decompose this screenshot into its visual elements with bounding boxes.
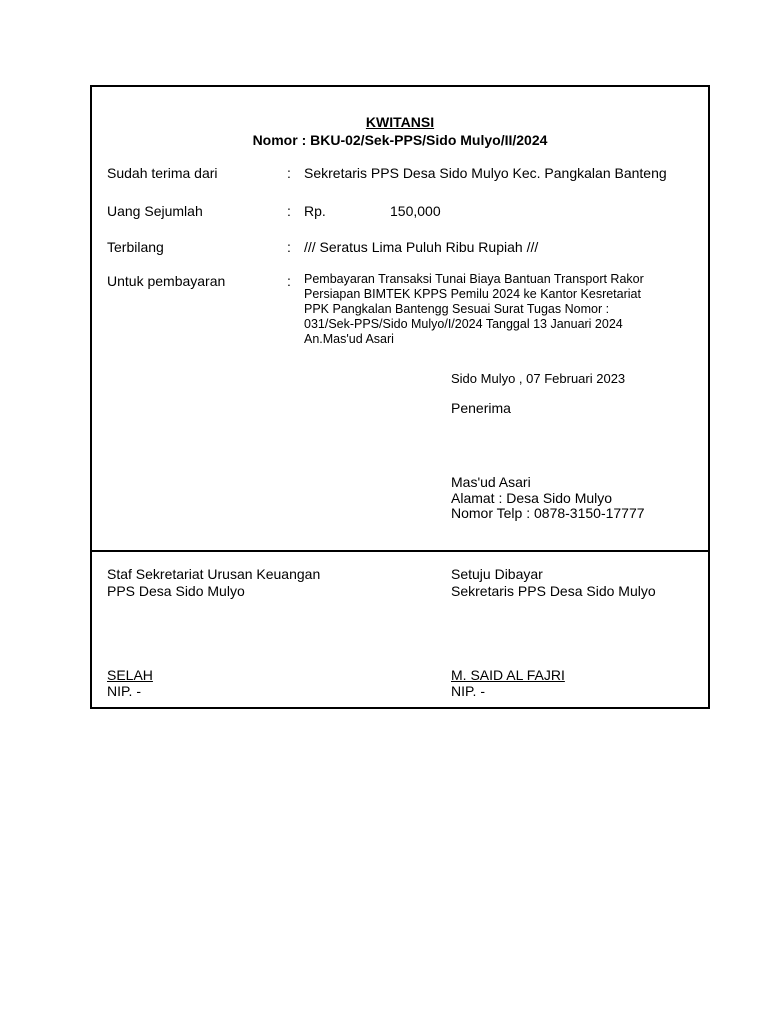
recipient-heading: Penerima xyxy=(451,400,511,416)
signatory-role: Setuju Dibayar xyxy=(451,566,543,582)
recipient-address: Alamat : Desa Sido Mulyo xyxy=(451,489,613,506)
received-from-value: Sekretaris PPS Desa Sido Mulyo Kec. Pangkalan Banteng xyxy=(304,165,667,181)
signatory-organization: PPS Desa Sido Mulyo xyxy=(107,583,245,599)
amount-value: 150,000 xyxy=(390,203,441,219)
received-from-colon: : xyxy=(287,165,291,181)
purpose-line: Pembayaran Transaksi Tunai Biaya Bantuan Transport Rakor xyxy=(304,272,644,286)
signatory-right xyxy=(451,667,565,699)
receipt-title: KWITANSI xyxy=(365,114,435,130)
place-date: Sido Mulyo , 07 Februari 2023 xyxy=(451,371,626,386)
signature-block-left xyxy=(107,566,320,600)
signatory-nip: NIP. - xyxy=(451,683,485,699)
signatory-left xyxy=(107,667,153,699)
recipient-phone: Nomor Telp : 0878-3150-17777 xyxy=(451,505,645,521)
recipient-name: Mas'ud Asari xyxy=(451,474,531,490)
recipient-details xyxy=(451,475,645,522)
signatory-role: Staf Sekretariat Urusan Keuangan xyxy=(107,566,321,582)
purpose-line: Persiapan BIMTEK KPPS Pemilu 2024 ke Kantor Kesretariat xyxy=(304,287,641,301)
spelled-amount-label: Terbilang xyxy=(107,239,164,255)
receipt-document xyxy=(90,85,710,709)
signatory-nip: NIP. - xyxy=(107,683,141,699)
signatory-name: M. SAID AL FAJRI xyxy=(451,667,565,683)
spelled-amount-colon: : xyxy=(287,239,291,255)
spelled-amount-value: /// Seratus Lima Puluh Ribu Rupiah /// xyxy=(304,239,539,255)
purpose-label: Untuk pembayaran xyxy=(107,273,226,289)
purpose-colon: : xyxy=(287,273,291,289)
purpose-line: 031/Sek-PPS/Sido Mulyo/I/2024 Tanggal 13 Januari 2024 xyxy=(304,317,623,331)
received-from-label: Sudah terima dari xyxy=(107,165,218,181)
section-divider xyxy=(92,550,708,552)
purpose-line: PPK Pangkalan Bantengg Sesuai Surat Tugas Nomor : xyxy=(304,302,610,316)
amount-currency: Rp. xyxy=(304,203,326,219)
signatory-organization: Sekretaris PPS Desa Sido Mulyo xyxy=(451,583,656,599)
signature-block-right xyxy=(451,566,656,600)
signatory-name: SELAH xyxy=(107,667,153,683)
amount-colon: : xyxy=(287,203,291,219)
purpose-description xyxy=(304,272,644,347)
amount-label: Uang Sejumlah xyxy=(107,203,203,219)
receipt-number: Nomor : BKU-02/Sek-PPS/Sido Mulyo/II/2024 xyxy=(252,132,548,148)
purpose-line: An.Mas'ud Asari xyxy=(304,332,394,346)
